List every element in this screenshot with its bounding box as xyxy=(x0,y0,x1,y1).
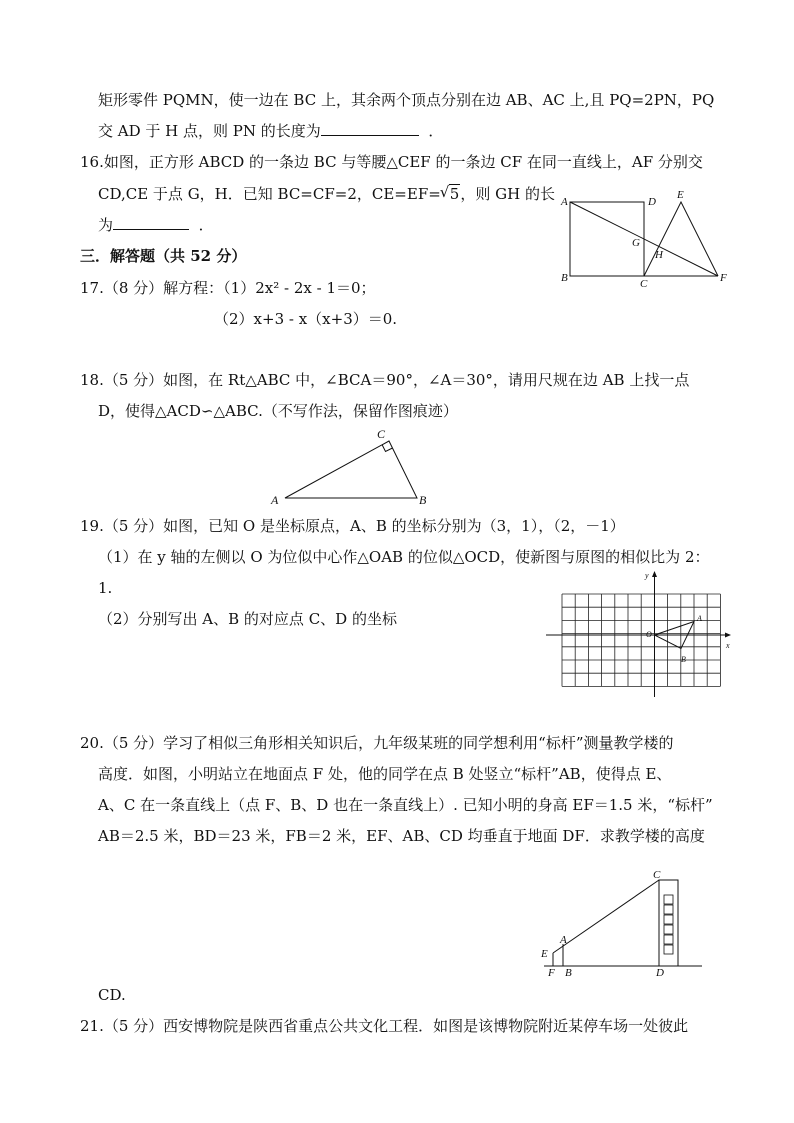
triangle-abc xyxy=(285,441,417,498)
q19-line1 xyxy=(80,516,625,536)
section-three-title: 三．解答题（共 52 分） xyxy=(80,247,247,265)
q20-line1 xyxy=(80,733,674,753)
q15-line1-text: 矩形零件 PQMN，使一边在 BC 上，其余两个顶点分别在边 AB、AC 上,且 PQ=2PN，PQ xyxy=(98,91,715,109)
building-windows xyxy=(664,895,673,954)
q20-line3 xyxy=(98,795,713,815)
x-axis-arrow-icon xyxy=(725,633,731,638)
answer-blank-q15[interactable] xyxy=(321,121,419,136)
q20-line4-text: AB＝2.5 米，BD＝23 米，FB＝2 米，EF、AB、CD 均垂直于地面 DF．求教学楼的高度 xyxy=(98,827,705,845)
q19-line1-text: 19.（5 分）如图，已知 O 是坐标原点，A、B 的坐标分别为（3，1），（2，－1） xyxy=(80,517,625,535)
label-b: B xyxy=(419,493,427,507)
q16-line3-post: ． xyxy=(198,216,214,234)
q18-line2 xyxy=(98,401,458,421)
q18-line1 xyxy=(80,370,689,390)
q20-line5 xyxy=(98,985,126,1005)
q15-line2-post: ． xyxy=(428,122,444,140)
label-d: D xyxy=(648,196,656,208)
sqrt-value: 5 xyxy=(449,185,460,203)
window-cell xyxy=(664,915,673,924)
q19-line4 xyxy=(98,609,397,629)
window-cell xyxy=(664,905,673,914)
building xyxy=(659,880,678,966)
label-c: C xyxy=(377,427,386,441)
q16-line2-post: ，则 GH 的长 xyxy=(460,185,555,203)
window-cell xyxy=(664,945,673,954)
label-a: A xyxy=(561,196,568,208)
q19-line3 xyxy=(98,578,112,598)
q17-line1 xyxy=(80,278,376,298)
label-b: B xyxy=(565,967,572,979)
q16-line2 xyxy=(98,184,555,204)
section-three-heading xyxy=(80,246,246,266)
q18-line2-text: D，使得△ACD∽△ABC.（不写作法，保留作图痕迹） xyxy=(98,402,458,420)
triangle-cef xyxy=(644,202,718,276)
window-cell xyxy=(664,925,673,934)
label-h: H xyxy=(655,249,663,261)
grid-lines xyxy=(562,594,720,686)
q19-line2 xyxy=(98,547,710,567)
q16-line1 xyxy=(80,152,703,172)
q19-line3-text: 1. xyxy=(98,579,113,597)
q21-line1 xyxy=(80,1016,688,1036)
q15-line1 xyxy=(98,90,714,110)
q19-line4-text: （2）分别写出 A、B 的对应点 C、D 的坐标 xyxy=(98,610,397,628)
label-o: O xyxy=(646,630,652,639)
q20-line3-text: A、C 在一条直线上（点 F、B、D 也在一条直线上）. 已知小明的身高 EF＝1.5 米，“标杆” xyxy=(98,796,713,814)
q17-line1-text: 17.（8 分）解方程：（1）2x² - 2x - 1＝0； xyxy=(80,279,376,297)
y-axis-arrow-icon xyxy=(652,571,657,577)
label-b: B xyxy=(561,272,568,284)
q16-line3 xyxy=(98,215,214,235)
q18-figure xyxy=(265,425,435,510)
label-b: B xyxy=(681,655,686,664)
sight-line xyxy=(553,880,659,953)
q20-line5-text: CD. xyxy=(98,986,126,1004)
q20-line1-text: 20.（5 分）学习了相似三角形相关知识后，九年级某班的同学想利用“标杆”测量教学楼的 xyxy=(80,734,674,752)
label-x: x xyxy=(726,641,730,650)
q21-line1-text: 21.（5 分）西安博物院是陕西省重点公共文化工程．如图是该博物院附近某停车场一处彼此 xyxy=(80,1017,689,1035)
q17-line2-text: （2）x+3 - x（x+3）＝0. xyxy=(214,310,398,328)
sqrt-symbol xyxy=(441,184,461,204)
q20-line2 xyxy=(98,764,671,784)
q20-line4 xyxy=(98,826,705,846)
label-a: A xyxy=(697,614,702,623)
label-a: A xyxy=(271,493,279,507)
q19-coordinate-grid xyxy=(540,568,735,698)
answer-blank-q16[interactable] xyxy=(113,215,189,230)
q20-line2-text: 高度．如图，小明站立在地面点 F 处，他的同学在点 B 处竖立“标杆”AB，使得点 E、 xyxy=(98,765,672,783)
label-a: A xyxy=(560,934,567,946)
q16-line3-pre: 为 xyxy=(98,216,114,234)
q19-line2-text: （1）在 y 轴的左侧以 O 为位似中心作△OAB 的位似△OCD，使新图与原图的相似比为 2： xyxy=(98,548,710,566)
label-c: C xyxy=(653,869,661,881)
label-g: G xyxy=(632,237,640,249)
q18-line1-text: 18.（5 分）如图，在 Rt△ABC 中，∠BCA＝90°，∠A＝30°，请用尺规在边 AB 上找一点 xyxy=(80,371,690,389)
q15-line2 xyxy=(98,121,443,141)
label-e: E xyxy=(541,948,548,960)
label-f: F xyxy=(720,272,727,284)
q16-line1-text: 16.如图，正方形 ABCD 的一条边 BC 与等腰△CEF 的一条边 CF 在同一直线上，AF 分别交 xyxy=(80,153,703,171)
window-cell xyxy=(664,935,673,944)
q16-figure xyxy=(555,188,735,288)
label-f: F xyxy=(548,967,555,979)
window-cell xyxy=(664,895,673,904)
label-d: D xyxy=(656,967,664,979)
label-y: y xyxy=(645,571,649,580)
q20-figure xyxy=(535,862,705,982)
q17-line2 xyxy=(214,309,397,329)
label-c: C xyxy=(640,278,648,290)
label-e: E xyxy=(677,189,684,201)
q15-line2-pre: 交 AD 于 H 点，则 PN 的长度为 xyxy=(98,122,321,140)
q16-line2-pre: CD,CE 于点 G，H．已知 BC=CF=2，CE=EF= xyxy=(98,185,441,203)
